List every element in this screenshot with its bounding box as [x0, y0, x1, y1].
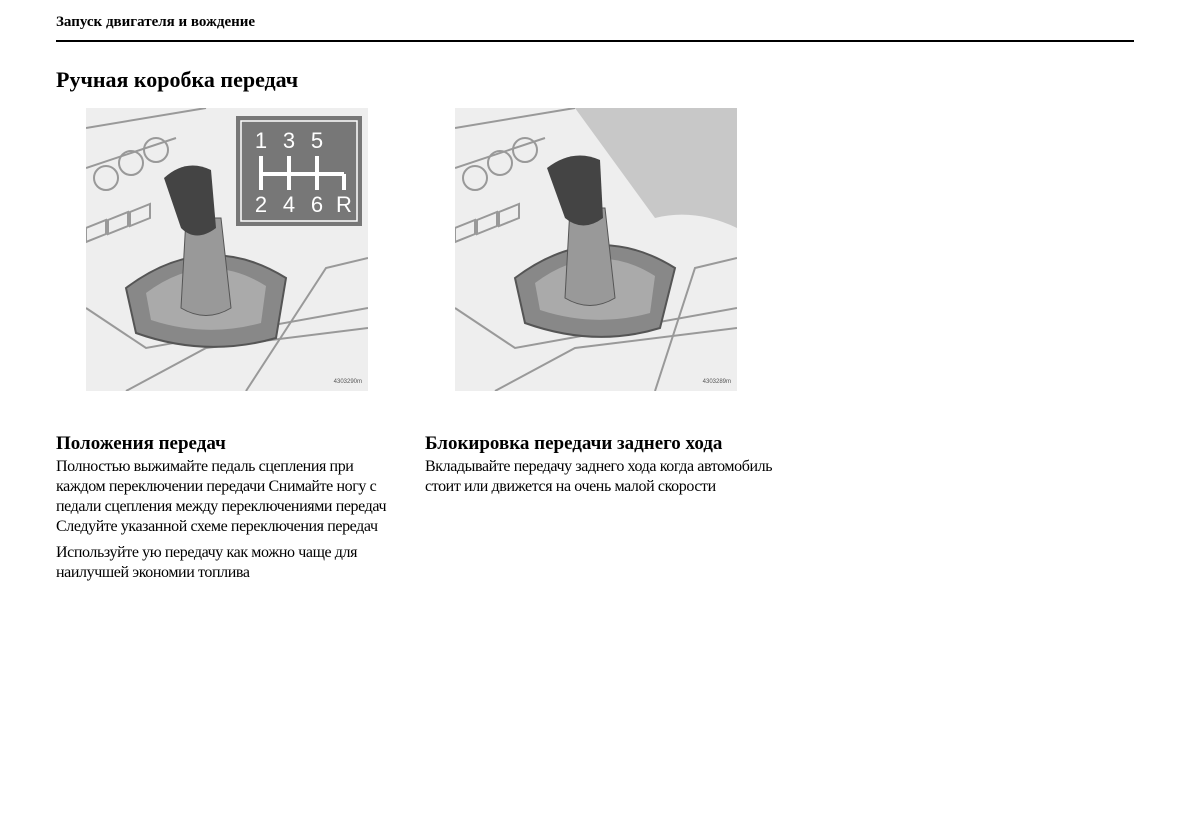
paragraph: Вкладывайте передачу заднего хода когда автомобиль стоит или движется на очень малой скорости	[425, 458, 773, 495]
figure-code: 4303290m	[333, 379, 362, 385]
paragraph: Используйте ую передачу как можно чаще для наилучшей экономии топлива	[56, 544, 358, 581]
gear-1: 1	[254, 128, 268, 153]
gear-shifter-illustration	[455, 108, 737, 391]
figure-code: 4303289m	[702, 379, 731, 385]
paragraph: Полностью выжимайте педаль сцепления при каждом переключении передачи Снимайте ногу с педали сцепления между переключениями передач Следуйте указанной схеме переключения передач	[56, 458, 387, 535]
gear-shifter-drawing	[455, 108, 737, 391]
gear-shifter-illustration-with-pattern	[86, 108, 368, 391]
page-title: Ручная коробка передач	[56, 67, 299, 92]
gear-4: 4	[282, 192, 296, 217]
section-reverse-lockout	[425, 433, 775, 503]
section-heading: Блокировка передачи заднего хода	[425, 433, 723, 454]
section-header: Запуск двигателя и вождение	[56, 14, 256, 30]
gear-6: 6	[310, 192, 324, 217]
gear-3: 3	[282, 128, 296, 153]
gear-r: R	[336, 192, 352, 217]
gear-shifter-drawing	[86, 108, 368, 391]
gear-5: 5	[310, 128, 324, 153]
section-gear-positions	[56, 433, 406, 589]
section-heading: Положения передач	[56, 433, 226, 454]
header-divider	[56, 40, 1134, 42]
gear-2: 2	[254, 192, 268, 217]
